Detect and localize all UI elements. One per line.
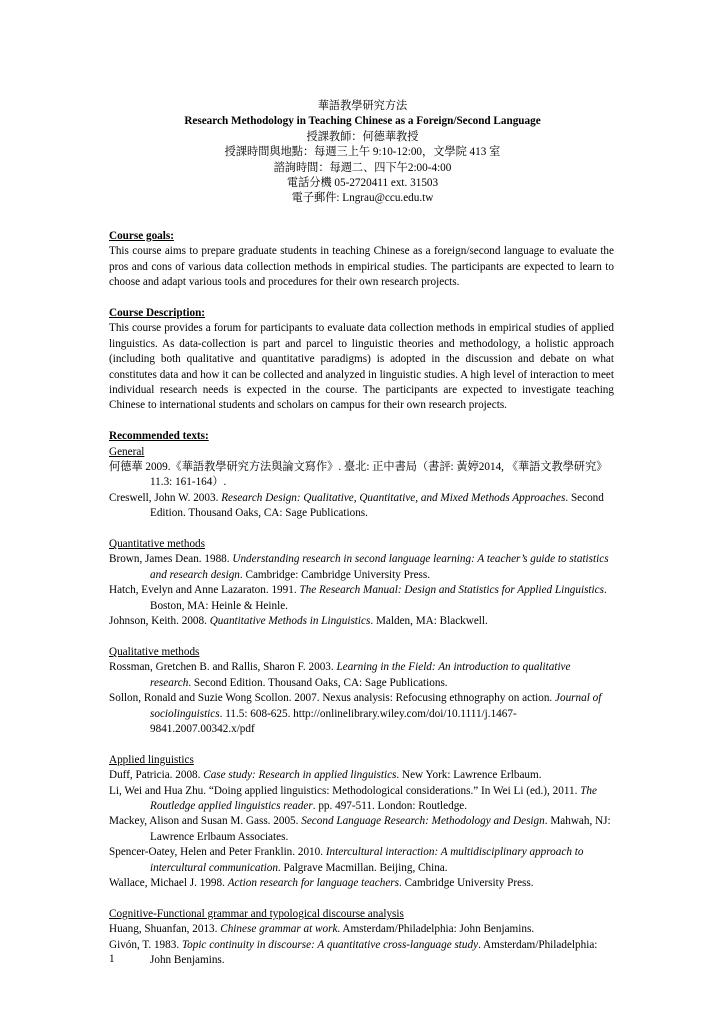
- reference-entry: [109, 491, 614, 522]
- reference-publication: . Cambridge University Press.: [399, 876, 534, 889]
- course-title-english: Research Methodology in Teaching Chinese as a Foreign/Second Language: [184, 115, 541, 128]
- reference-publication: . Amsterdam/Philadelphia: John Benjamins.: [337, 923, 535, 936]
- reference-text: 何德華 2009.《華語教學研究方法與論文寫作》. 臺北: 正中書局（書評: 黃婷2014, 《華語文教學研究》11.3: 161-164）.: [109, 461, 608, 489]
- reference-text: Duff, Patricia. 2008.: [109, 769, 204, 782]
- reference-text: Creswell, John W. 2003.: [109, 491, 222, 504]
- reference-publication: . Second Edition. Thousand Oaks, CA: Sage Publications.: [188, 676, 448, 689]
- reference-entry: [109, 460, 614, 491]
- reference-title: Case study: Research in applied linguistics: [203, 769, 397, 782]
- reference-section-title: Applied linguistics: [109, 753, 194, 766]
- reference-section-title: Qualitative methods: [109, 645, 200, 658]
- course-description-text: This course provides a forum for participants to evaluate data collection methods in empirical studies of applied linguistics. As data-collection is part and parcel to linguistic theories and methodology, a holistic approach (including both qualitative and quantitative paradigms) is adopted in the discussion and debate on what constitutes data and how it can be collected and analyzed in linguistic studies. A high level of interaction to meet individual research needs is expected in the course. The participants are expected to investigate teaching Chinese to international students and scholars on campus for their own research projects.: [109, 322, 614, 412]
- page-number: 1: [109, 953, 115, 965]
- email-line: 電子郵件: Lngrau@ccu.edu.tw: [291, 192, 434, 205]
- reference-entry: [109, 784, 614, 815]
- reference-publication: . Cambridge: Cambridge University Press.: [239, 568, 431, 581]
- instructor-line: 授課教師：何德華教授: [306, 130, 419, 143]
- reference-entry: [109, 922, 614, 937]
- reference-entry: [109, 938, 614, 969]
- reference-entry: [109, 552, 614, 583]
- reference-text: Brown, James Dean. 1988.: [109, 553, 233, 566]
- course-description-heading: Course Description:: [109, 307, 206, 320]
- reference-text: Givón, T. 1983.: [109, 938, 182, 951]
- reference-title: Journal of sociolinguistics: [150, 692, 602, 720]
- course-goals-heading: Course goals:: [109, 230, 174, 242]
- reference-entry: [109, 691, 614, 737]
- reference-text: Huang, Shuanfan, 2013.: [109, 923, 221, 936]
- reference-publication: . Malden, MA: Blackwell.: [370, 615, 488, 628]
- reference-entry: [109, 845, 614, 876]
- reference-publication: . Palgrave Macmillan. Beijing, China.: [277, 861, 448, 874]
- course-title-chinese: 華語教學研究方法: [317, 100, 408, 112]
- reference-publication: . 11.5: 608-625. http://onlinelibrary.wiley.com/doi/10.1111/j.1467-9841.2007.00342.x/pdf: [150, 707, 517, 735]
- course-goals-text: This course aims to prepare graduate students in teaching Chinese as a foreign/second language to evaluate the pros and cons of various data collection methods in empirical studies. The participants are expected to learn to choose and adapt various tools and procedures for their own research projects.: [109, 245, 614, 289]
- reference-text: Li, Wei and Hua Zhu. “Doing applied linguistics: Methodological considerations.” In Wei Li (ed.), 2011.: [109, 784, 581, 797]
- reference-text: Sollon, Ronald and Suzie Wong Scollon. 2007. Nexus analysis: Refocusing ethnography on action.: [109, 692, 556, 705]
- reference-entry: [109, 583, 614, 614]
- reference-title: The Research Manual: Design and Statistics for Applied Linguistics: [299, 584, 604, 597]
- reference-title: Research Design: Qualitative, Quantitative, and Mixed Methods Approaches: [221, 491, 566, 504]
- reference-title: Understanding research in second language learning: A teacher’s guide to statistics and research design: [150, 553, 609, 581]
- office-hours-line: 諮詢時間：每週二、四下午2:00-4:00: [273, 161, 452, 174]
- reference-title: The Routledge applied linguistics reader: [150, 784, 597, 812]
- reference-publication: . Boston, MA: Heinle & Heinle.: [150, 584, 607, 612]
- reference-text: Spencer-Oatey, Helen and Peter Franklin. 2010.: [109, 846, 326, 859]
- reference-text: Wallace, Michael J. 1998.: [109, 876, 228, 889]
- reference-text: Hatch, Evelyn and Anne Lazaraton. 1991.: [109, 584, 300, 597]
- phone-line: 電話分機 05-2720411 ext. 31503: [286, 177, 439, 190]
- reference-title: Second Language Research: Methodology and Design: [301, 815, 545, 828]
- reference-text: Johnson, Keith. 2008.: [109, 615, 210, 628]
- reference-section-title: Quantitative methods: [109, 538, 206, 551]
- reference-sections: [109, 445, 614, 969]
- reference-publication: . Mahwah, NJ: Lawrence Erlbaum Associates.: [150, 815, 611, 843]
- reference-section-title: Cognitive-Functional grammar and typological discourse analysis: [109, 907, 404, 920]
- reference-title: Action research for language teachers: [227, 876, 399, 889]
- reference-text: Rossman, Gretchen B. and Rallis, Sharon F. 2003.: [109, 661, 337, 674]
- reference-entry: [109, 876, 614, 891]
- reference-title: Chinese grammar at work: [220, 923, 338, 936]
- reference-publication: . New York: Lawrence Erlbaum.: [396, 769, 542, 782]
- reference-entry: [109, 660, 614, 691]
- reference-entry: [109, 768, 614, 783]
- reference-text: Mackey, Alison and Susan M. Gass. 2005.: [109, 815, 302, 828]
- reference-title: Intercultural interaction: A multidisciplinary approach to intercultural communication: [150, 846, 584, 874]
- syllabus-body: [109, 229, 614, 968]
- reference-publication: . Second Edition. Thousand Oaks, CA: Sage Publications.: [150, 491, 604, 520]
- reference-publication: . pp. 497-511. London: Routledge.: [312, 799, 468, 812]
- reference-title: Learning in the Field: An introduction to qualitative research: [150, 661, 571, 689]
- reference-section-title: General: [109, 445, 145, 458]
- reference-entry: [109, 814, 614, 845]
- class-time-line: 授課時間與地點：每週三上午 9:10-12:00，文學院 413 室: [224, 146, 501, 159]
- reference-entry: [109, 614, 614, 629]
- recommended-texts-heading: Recommended texts:: [109, 430, 209, 443]
- reference-title: Quantitative Methods in Linguistics: [209, 615, 371, 628]
- reference-title: Topic continuity in discourse: A quantitative cross-language study: [181, 938, 479, 951]
- syllabus-header: [0, 99, 725, 207]
- reference-publication: . Amsterdam/Philadelphia: John Benjamins.: [150, 938, 598, 966]
